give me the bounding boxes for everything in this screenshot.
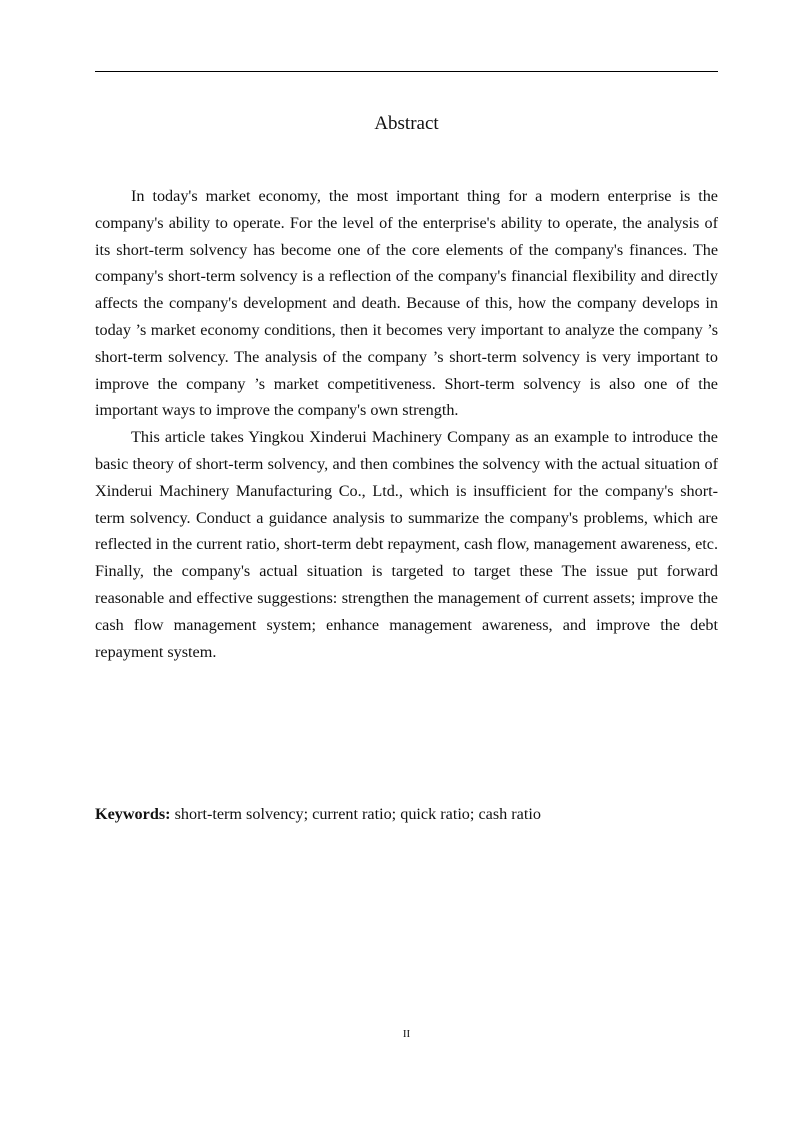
- page-title: Abstract: [374, 113, 439, 134]
- header-rule: [95, 71, 718, 72]
- keywords-line: [95, 801, 718, 827]
- abstract-body: [95, 183, 718, 665]
- keywords-text: short-term solvency; current ratio; quick ratio; cash ratio: [170, 805, 541, 823]
- keywords-label: Keywords:: [95, 805, 171, 823]
- abstract-paragraph-2: This article takes Yingkou Xinderui Machinery Company as an example to introduce the basic theory of short-term solvency, and then combines the solvency with the actual situation of Xinderui Machinery Manufacturing Co., Ltd., which is insufficient for the company's short-term solvency. Conduct a guidance analysis to summarize the company's problems, which are reflected in the current ratio, short-term debt repayment, cash flow, management awareness, etc. Finally, the company's actual situation is targeted to target these The issue put forward reasonable and effective suggestions: strengthen the management of current assets; improve the cash flow management system; enhance management awareness, and improve the debt repayment system.: [95, 428, 718, 661]
- abstract-paragraph-1: In today's market economy, the most important thing for a modern enterprise is the company's ability to operate. For the level of the enterprise's ability to operate, the analysis of its short-term solvency has become one of the core elements of the company's finances. The company's short-term solvency is a reflection of the company's financial flexibility and directly affects the company's development and death. Because of this, how the company develops in today ’s market economy conditions, then it becomes very important to analyze the company ’s short-term solvency. The analysis of the company ’s short-term solvency is very important to improve the company ’s market competitiveness. Short-term solvency is also one of the important ways to improve the company's own strength.: [95, 187, 718, 420]
- page-number: II: [402, 1028, 411, 1040]
